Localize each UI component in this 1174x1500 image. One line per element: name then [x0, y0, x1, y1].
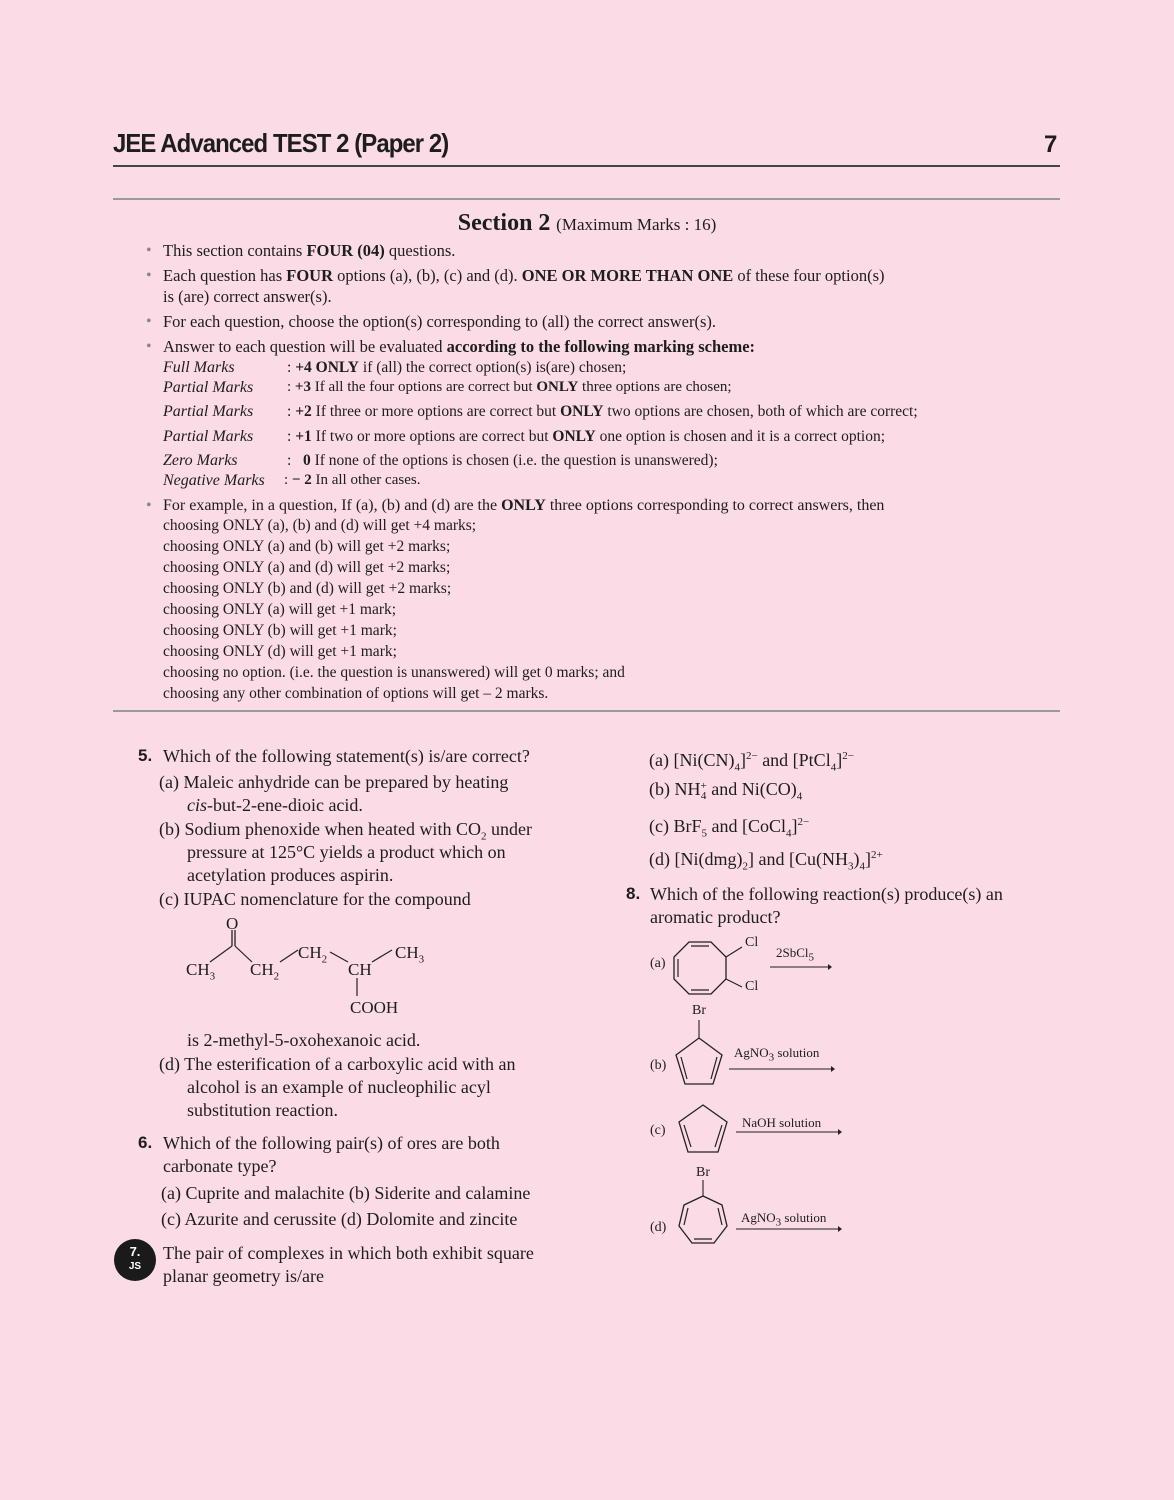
reagent-c: NaOH solution	[742, 1115, 822, 1130]
header-rule	[113, 165, 1060, 167]
q8-option-c-label: (c)	[650, 1123, 666, 1138]
cooh-group: COOH	[350, 998, 399, 1017]
reagent-b: AgNO$_3$ solution	[734, 1045, 820, 1064]
bromine-b: Br	[692, 1003, 706, 1018]
q5-option-b: (b) Sodium phenoxide when heated with $CO_2$ under	[159, 819, 532, 843]
bullet-icon: •	[146, 267, 152, 284]
bullet-icon: •	[146, 242, 152, 259]
mark-value-full: : +4 ONLY if (all) the correct option(s) is(are) chosen;	[287, 359, 627, 376]
q8-option-d-label: (d)	[650, 1220, 667, 1235]
ketoacid-structure	[180, 912, 440, 1022]
instruction-3: For each question, choose the option(s) corresponding to (all) the correct answer(s).	[163, 312, 717, 331]
ch3-group: $CH_3$	[186, 960, 216, 983]
section-title: Section 2	[457, 210, 551, 236]
question-6-text-line2: carbonate type?	[163, 1156, 277, 1176]
q5-option-c: (c) IUPAC nomenclature for the compound	[159, 889, 471, 909]
ch2-group: $CH_2$	[250, 960, 280, 983]
q5-option-d-line3: substitution reaction.	[187, 1100, 338, 1120]
q7-option-b: (b) NH + 4 and $Ni(CO)_4$	[649, 779, 803, 803]
reagent-d: AgNO$_3$ solution	[741, 1210, 827, 1229]
section-heading	[0, 210, 1174, 237]
bromine-d: Br	[696, 1165, 710, 1180]
ch-group: CH	[348, 960, 372, 979]
question-6-number: 6.	[138, 1133, 153, 1152]
mark-value-negative: : − 2 In all other cases.	[284, 472, 421, 488]
q5-option-d: (d) The esterification of a carboxylic acid with an	[159, 1054, 516, 1074]
brand-logo: 7. JS	[114, 1239, 156, 1281]
instruction-1: This section contains FOUR (04) questions.	[163, 241, 456, 260]
instruction-2-line2: is (are) correct answer(s).	[163, 287, 332, 306]
q8-option-b-label: (b)	[650, 1058, 667, 1073]
mark-value-partial-3: : +3 If all the four options are correct but ONLY three options are chosen;	[287, 379, 732, 395]
mark-name-full: Full Marks	[163, 359, 235, 376]
q6-options-ab: (a) Cuprite and malachite (b) Siderite and calamine	[161, 1183, 531, 1203]
example-line: choosing ONLY (a) and (b) will get +2 marks;	[163, 538, 451, 555]
q5-option-b-line3: acetylation produces aspirin.	[187, 865, 394, 885]
q6-options-cd: (c) Azurite and cerussite (d) Dolomite and zincite	[161, 1209, 518, 1229]
q5-option-c-line2: is 2-methyl-5-oxohexanoic acid.	[187, 1030, 421, 1050]
example-line: choosing any other combination of options will get – 2 marks.	[163, 685, 549, 702]
question-8-number: 8.	[626, 884, 641, 903]
section-bottom-rule	[113, 710, 1060, 712]
instruction-4: Answer to each question will be evaluated according to the following marking scheme:	[163, 337, 756, 356]
example-line: choosing ONLY (a) and (d) will get +2 marks;	[163, 559, 451, 576]
cyclooctadiene-dichloride-structure	[670, 935, 850, 1005]
example-line: choosing ONLY (b) and (d) will get +2 marks;	[163, 580, 452, 597]
chlorine-top: Cl	[745, 935, 759, 950]
question-5-text: Which of the following statement(s) is/are correct?	[163, 746, 530, 766]
mark-name-partial-3: Partial Marks	[163, 379, 254, 396]
example-line: choosing ONLY (a) will get +1 mark;	[163, 601, 397, 618]
section-max-marks: (Maximum Marks : 16)	[556, 215, 717, 234]
q7-option-d: (d) $[Ni(dmg)_2]$ and $[Cu(NH_3)_4]^{2+}$	[649, 849, 883, 873]
question-7-text: The pair of complexes in which both exhibit square	[163, 1243, 534, 1263]
q5-option-a: (a) Maleic anhydride can be prepared by heating	[159, 772, 509, 792]
cyclopentadiene-structure	[672, 1100, 852, 1165]
bullet-icon: •	[146, 338, 152, 355]
q5-option-d-line2: alcohol is an example of nucleophilic acyl	[187, 1077, 491, 1097]
section-top-rule	[113, 198, 1060, 200]
example-line: choosing ONLY (a), (b) and (d) will get +4 marks;	[163, 517, 477, 534]
question-6-text: Which of the following pair(s) of ores are both	[163, 1133, 500, 1153]
page-number: 7	[1044, 131, 1058, 158]
mark-name-zero: Zero Marks	[163, 452, 238, 469]
mark-name-partial-2: Partial Marks	[163, 403, 254, 420]
question-7-text-line2: planar geometry is/are	[163, 1266, 324, 1286]
q5-option-a-line2: cis-but-2-ene-dioic acid.	[187, 795, 363, 815]
example-line: choosing no option. (i.e. the question is unanswered) will get 0 marks; and	[163, 664, 625, 681]
test-title: JEE Advanced TEST 2 (Paper 2)	[113, 128, 449, 158]
q5-option-b-line2: pressure at 125°C yields a product which on	[187, 842, 506, 862]
instruction-2: Each question has FOUR options (a), (b), (c) and (d). ONE OR MORE THAN ONE of these four option(s)	[163, 266, 885, 285]
question-5-number: 5.	[138, 746, 153, 765]
ch2-group-2: $CH_2$	[298, 943, 328, 966]
q7-option-a: (a) $[Ni(CN)_4]^{2-}$ and [PtCl$_4$]$^{2-}$	[649, 750, 854, 774]
question-8-text: Which of the following reaction(s) produce(s) an	[650, 884, 1003, 904]
mark-name-partial-1: Partial Marks	[163, 428, 254, 445]
q7-option-c: (c) BrF$_5$ and [CoCl$_4$]$^{2-}$	[649, 816, 810, 840]
reagent-a: 2SbCl$_5$	[776, 945, 815, 964]
ch3-group-2: $CH_3$	[395, 943, 425, 966]
mark-name-negative: Negative Marks	[163, 472, 265, 489]
q8-option-a-label: (a)	[650, 956, 666, 971]
example-intro: For example, in a question, If (a), (b) and (d) are the ONLY three options corresponding to correct answers, then	[163, 497, 885, 514]
mark-value-partial-2: : +2 If three or more options are correct but ONLY two options are chosen, both of which are correct;	[287, 403, 918, 420]
bullet-icon: •	[146, 313, 152, 330]
bullet-icon: •	[146, 497, 152, 514]
chlorine-bottom: Cl	[745, 979, 759, 994]
oxygen-atom: O	[226, 914, 239, 933]
example-line: choosing ONLY (b) will get +1 mark;	[163, 622, 397, 639]
example-line: choosing ONLY (d) will get +1 mark;	[163, 643, 397, 660]
question-8-text-line2: aromatic product?	[650, 907, 781, 927]
mark-value-zero: : 0 If none of the options is chosen (i.e. the question is unanswered);	[287, 452, 718, 469]
mark-value-partial-1: : +1 If two or more options are correct but ONLY one option is chosen and it is a correct option;	[287, 428, 886, 445]
